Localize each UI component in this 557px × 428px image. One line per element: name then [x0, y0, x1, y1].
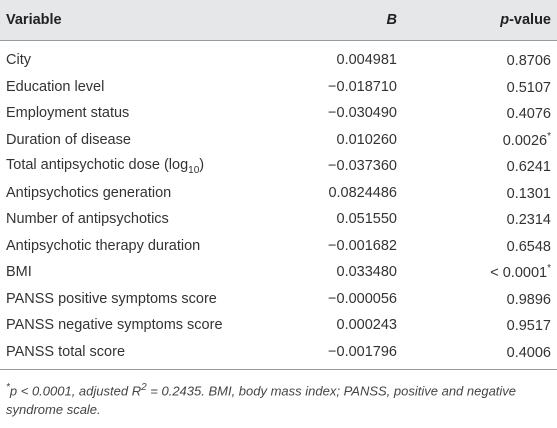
cell-variable: Duration of disease — [6, 131, 131, 148]
cell-p: 0.6548 — [506, 238, 551, 255]
table-row — [0, 259, 557, 286]
table-row — [0, 339, 557, 370]
cell-variable: Antipsychotics generation — [6, 184, 172, 201]
cell-b: 0.010260 — [336, 131, 397, 148]
table-row — [0, 180, 557, 207]
cell-b: −0.018710 — [328, 78, 397, 95]
table-row — [0, 100, 557, 127]
cell-p: 0.5107 — [506, 79, 551, 96]
cell-p: 0.4006 — [405, 339, 557, 370]
cell-p: 0.6241 — [506, 159, 551, 176]
cell-variable: BMI — [6, 264, 32, 281]
cell-variable: PANSS negative symptoms score — [6, 317, 223, 334]
cell-b: 0.004981 — [336, 52, 397, 69]
cell-p: 0.9896 — [506, 291, 551, 308]
cell-b: −0.030490 — [328, 105, 397, 122]
cell-p: 0.1301 — [506, 185, 551, 202]
cell-b: −0.001796 — [251, 339, 405, 370]
table-row — [0, 312, 557, 339]
cell-b: −0.037360 — [328, 158, 397, 175]
cell-variable: PANSS positive symptoms score — [6, 290, 217, 307]
table-row — [0, 286, 557, 313]
cell-p: < 0.0001* — [490, 263, 551, 282]
table-row — [0, 41, 557, 74]
cell-p: 0.2314 — [506, 212, 551, 229]
cell-variable: PANSS total score — [0, 339, 251, 370]
cell-b: −0.000056 — [328, 290, 397, 307]
cell-p: 0.0026* — [502, 130, 551, 149]
cell-b: −0.001682 — [328, 237, 397, 254]
cell-variable: City — [6, 52, 31, 69]
cell-p: 0.9517 — [506, 318, 551, 335]
cell-p: 0.4076 — [506, 106, 551, 123]
table-header-row — [0, 0, 557, 41]
table-row — [0, 127, 557, 154]
cell-variable: Education level — [6, 78, 105, 95]
table-row — [0, 233, 557, 260]
cell-variable: Total antipsychotic dose $(\log_{10})$ — [6, 156, 205, 176]
header-p-value: p-value — [405, 0, 557, 41]
table-row — [0, 206, 557, 233]
cell-p: 0.8706 — [506, 53, 551, 70]
cell-variable: Employment status — [6, 105, 130, 122]
cell-b: 0.051550 — [336, 211, 397, 228]
cell-b: 0.000243 — [336, 317, 397, 334]
header-b: B — [251, 0, 405, 41]
table-row — [0, 74, 557, 101]
cell-b: 0.0824486 — [328, 184, 397, 201]
cell-variable: Antipsychotic therapy duration — [6, 237, 201, 254]
table-row — [0, 153, 557, 180]
table-footnote: *p < 0.0001, adjusted $R^2 = 0.2435$. BMI, body mass index; PANSS, positive and negative syndrome scale. — [6, 382, 517, 418]
cell-b: 0.033480 — [336, 264, 397, 281]
cell-variable: Number of antipsychotics — [6, 211, 169, 228]
header-variable: Variable — [0, 0, 251, 41]
